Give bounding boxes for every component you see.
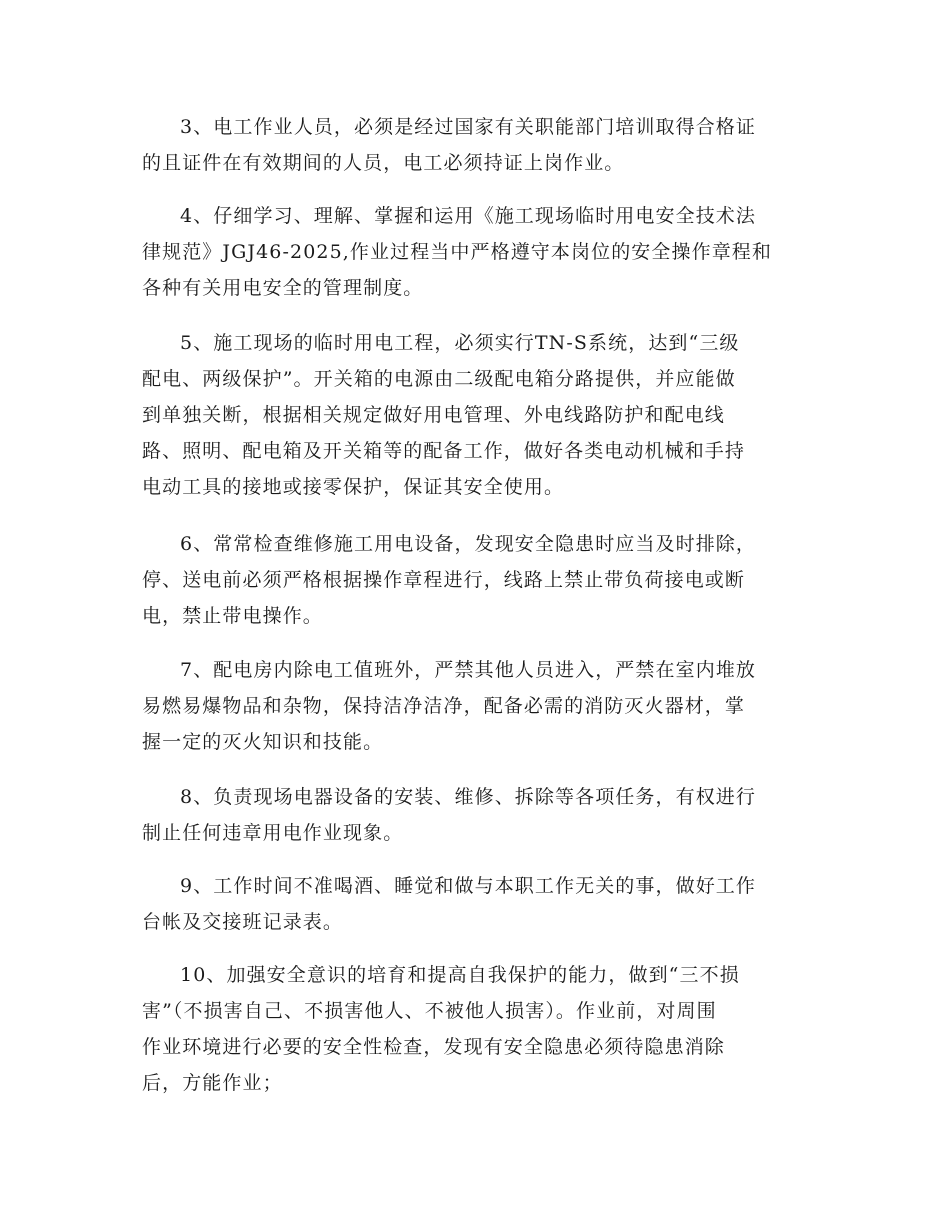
paragraph-item-10: [142, 957, 812, 1101]
text-line: 7、配电房内除电工值班外，严禁其他人员进入，严禁在室内堆放: [180, 659, 756, 681]
text-line: 电，禁止带电操作。: [142, 605, 323, 627]
text-line: 台帐及交接班记录表。: [142, 911, 344, 933]
text-line: 停、送电前必须严格根据操作章程进行，线路上禁止带负荷接电或断: [142, 569, 746, 591]
text-line: 电动工具的接地或接零保护，保证其安全使用。: [142, 476, 565, 498]
paragraph-item-4: [142, 198, 812, 306]
text-line: 到单独关断，根据相关规定做好用电管理、外电线路防护和配电线: [142, 404, 725, 426]
text-line: 的且证件在有效期间的人员，电工必须持证上岗作业。: [142, 152, 625, 174]
text-line: 3、电工作业人员，必须是经过国家有关职能部门培训取得合格证: [180, 116, 756, 138]
text-line: 8、负责现场电器设备的安装、维修、拆除等各项任务，有权进行: [180, 786, 756, 808]
paragraph-item-7: [142, 652, 812, 760]
paragraph-item-3: [142, 109, 812, 181]
paragraph-item-5: [142, 325, 812, 505]
paragraph-item-9: [142, 868, 812, 940]
text-line: 制止任何违章用电作业现象。: [142, 822, 404, 844]
text-line: 握一定的灭火知识和技能。: [142, 731, 384, 753]
text-line: 律规范》JGJ46-2025,作业过程当中严格遵守本岗位的安全操作章程和: [142, 241, 773, 263]
text-line: 后，方能作业；: [142, 1072, 283, 1094]
text-line: 10、加强安全意识的培育和提高自我保护的能力，做到“三不损: [180, 964, 740, 986]
text-line: 4、仔细学习、理解、掌握和运用《施工现场临时用电安全技术法: [180, 205, 756, 227]
text-line: 6、常常检查维修施工用电设备，发现安全隐患时应当及时排除，: [180, 533, 756, 555]
paragraph-item-6: [142, 526, 812, 634]
text-line: 9、工作时间不准喝酒、睡觉和做与本职工作无关的事，做好工作: [180, 875, 756, 897]
text-line: 路、照明、配电箱及开关箱等的配备工作，做好各类电动机械和手持: [142, 440, 746, 462]
text-line: 害”（不损害自己、不损害他人、不被他人损害）。作业前，对周围: [142, 1000, 717, 1022]
paragraph-item-8: [142, 779, 812, 851]
text-line: 作业环境进行必要的安全性检查，发现有安全隐患必须待隐患消除: [142, 1036, 725, 1058]
text-line: 配电、两级保护”。开关箱的电源由二级配电箱分路提供，并应能做: [142, 368, 736, 390]
text-line: 各种有关用电安全的管理制度。: [142, 277, 424, 299]
text-line: 5、施工现场的临时用电工程，必须实行TN-S系统，达到“三级: [180, 332, 740, 354]
text-line: 易燃易爆物品和杂物，保持洁净洁净，配备必需的消防灭火器材，掌: [142, 695, 746, 717]
